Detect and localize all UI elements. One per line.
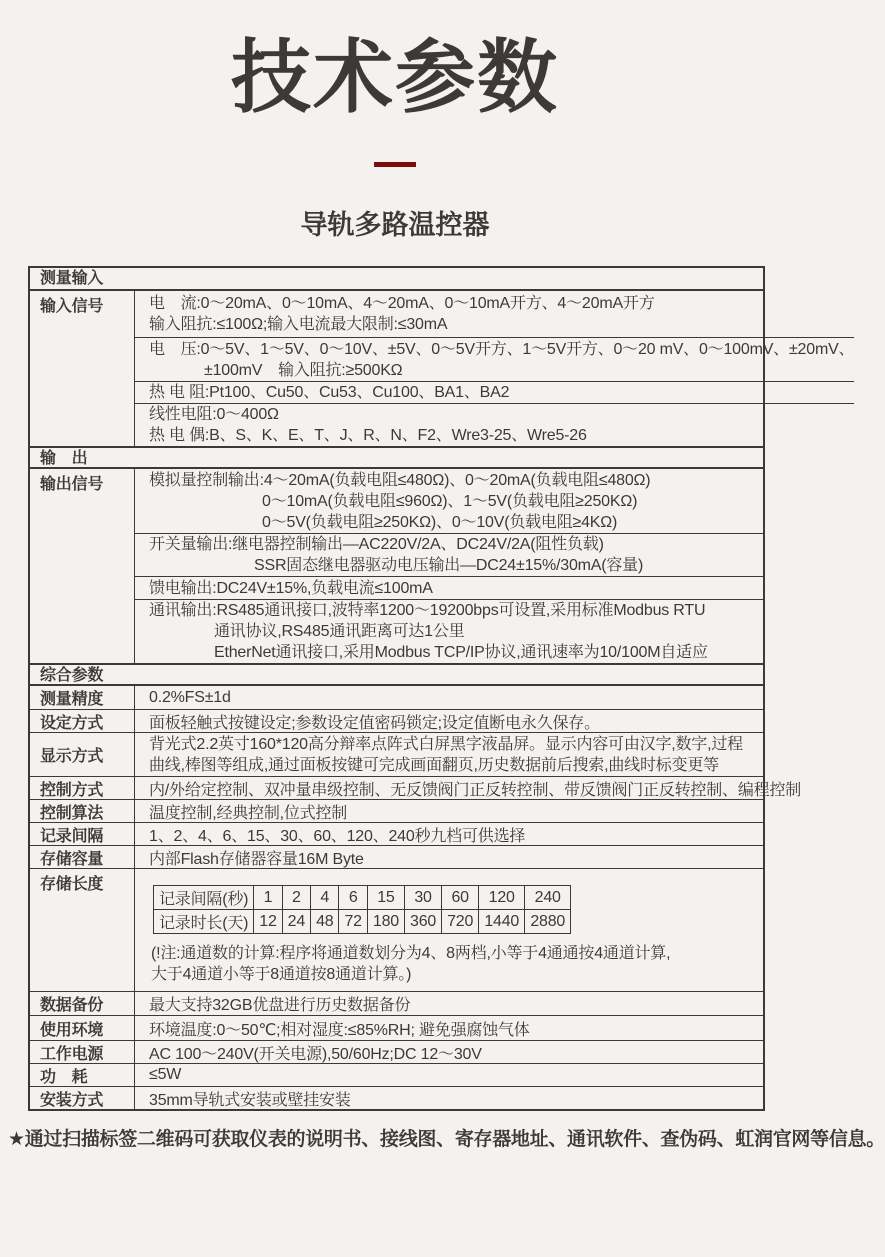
spec-line: 线性电阻:0～400Ω xyxy=(149,406,279,423)
row-accuracy xyxy=(30,684,763,709)
spec-line: 电 流:0～20mA、0～10mA、4～20mA、0～10mA开方、4～20mA开方 xyxy=(149,295,655,312)
row-control-mode xyxy=(30,776,802,799)
section-row-output: 输 出 xyxy=(30,446,763,467)
param-label: 功 耗 xyxy=(30,1064,135,1086)
table-cell: 12 xyxy=(254,910,282,934)
spec-line: SSR固态继电器驱动电压输出—DC24±15%/30mA(容量) xyxy=(254,557,644,574)
output-comm-cell xyxy=(135,599,763,663)
footnote: ★通过扫描标签二维码可获取仪表的说明书、接线图、寄存器地址、通讯软件、查伪码、虹润官网等信息。 xyxy=(8,1129,885,1150)
table-cell: 记录间隔(秒) xyxy=(154,886,254,910)
spec-line: 背光式2.2英寸160*120高分辩率点阵式白屏黑字液晶屏。显示内容可由汉字,数字,过程 xyxy=(149,735,743,753)
storage-length-body xyxy=(135,869,763,991)
input-signal-values xyxy=(135,291,854,446)
spec-line: 电 压:0～5V、1～5V、0～10V、±5V、0～5V开方、1～5V开方、0～20 mV、0～100mV、±20mV、 xyxy=(149,340,855,358)
record-length-table xyxy=(153,885,571,934)
row-backup xyxy=(30,991,763,1015)
output-feed-cell xyxy=(135,576,763,599)
input-linear-thermocouple-cell xyxy=(135,403,854,446)
spec-line: 热 电 阻:Pt100、Cu50、Cu53、Cu100、BA1、BA2 xyxy=(149,384,510,401)
param-value xyxy=(135,733,763,776)
output-switch-cell xyxy=(135,533,763,576)
param-value: ≤5W xyxy=(149,1066,182,1083)
input-voltage-cell xyxy=(135,337,854,381)
table-cell: 1 xyxy=(254,886,282,910)
param-value: 0.2%FS±1d xyxy=(149,688,231,706)
row-installation xyxy=(30,1086,763,1109)
param-label: 工作电源 xyxy=(30,1041,135,1063)
param-label: 存储容量 xyxy=(30,846,135,868)
page-title: 技术参数 xyxy=(231,33,559,122)
spec-line: 大于4通道小等于8通道按8通道计算。) xyxy=(151,966,412,983)
row-control-algo xyxy=(30,799,763,822)
table-cell: 记录时长(天) xyxy=(154,910,254,934)
spec-line: EtherNet通讯接口,采用Modbus TCP/IP协议,通讯速率为10/100M自适应 xyxy=(214,644,708,661)
param-value: 环境温度:0～50℃;相对湿度:≤85%RH; 避免强腐蚀气体 xyxy=(149,1021,530,1039)
param-label-output-signal: 输出信号 xyxy=(30,469,135,663)
param-label: 显示方式 xyxy=(30,733,135,776)
row-consumption xyxy=(30,1063,763,1086)
storage-note xyxy=(151,943,763,985)
spec-line: 0～10mA(负载电阻≤960Ω)、1～5V(负载电阻≥250KΩ) xyxy=(262,492,638,510)
table-cell: 48 xyxy=(311,910,339,934)
param-value: 面板轻触式按键设定;参数设定值密码锁定;设定值断电永久保存。 xyxy=(149,714,600,732)
table-cell: 72 xyxy=(339,910,367,934)
product-name: 导轨多路温控器 xyxy=(300,210,490,240)
spec-line: 0～5V(负载电阻≥250KΩ)、0～10V(负载电阻≥4KΩ) xyxy=(262,513,618,531)
output-signal-values xyxy=(135,469,763,663)
row-record-interval xyxy=(30,822,763,845)
spec-line: 曲线,棒图等组成,通过面板按键可完成画面翻页,历史数据前后搜索,曲线时标变更等 xyxy=(149,756,719,774)
table-cell: 1440 xyxy=(479,910,525,934)
row-input-signal xyxy=(30,289,855,446)
table-cell: 2880 xyxy=(525,910,571,934)
table-cell: 15 xyxy=(367,886,404,910)
spec-line: 馈电输出:DC24V±15%,负载电流≤100mA xyxy=(149,579,433,597)
table-cell: 180 xyxy=(367,910,404,934)
table-cell: 60 xyxy=(442,886,479,910)
param-label: 控制方式 xyxy=(30,777,135,799)
spec-line: 热 电 偶:B、S、K、E、T、J、R、N、F2、Wre3-25、Wre5-26 xyxy=(149,427,587,444)
param-label: 使用环境 xyxy=(30,1016,135,1040)
param-value: 内/外给定控制、双冲量串级控制、无反馈阀门正反转控制、带反馈阀门正反转控制、编程控制 xyxy=(149,781,802,799)
section-row-general: 综合参数 xyxy=(30,663,763,684)
param-value: 1、2、4、6、15、30、60、120、240秒九档可供选择 xyxy=(149,827,526,845)
table-cell: 24 xyxy=(282,910,310,934)
table-row-duration xyxy=(154,910,571,934)
table-cell: 120 xyxy=(479,886,525,910)
param-label-input-signal: 输入信号 xyxy=(30,291,135,446)
table-row-interval xyxy=(154,886,571,910)
table-cell: 720 xyxy=(442,910,479,934)
table-cell: 2 xyxy=(282,886,310,910)
output-analog-cell xyxy=(135,469,763,533)
table-cell: 360 xyxy=(405,910,442,934)
row-power xyxy=(30,1040,763,1063)
spec-line: ±100mV 输入阻抗:≥500KΩ xyxy=(204,361,403,379)
spec-line: 模拟量控制输出:4～20mA(负载电阻≤480Ω)、0～20mA(负载电阻≤480Ω) xyxy=(149,471,651,489)
param-label: 记录间隔 xyxy=(30,823,135,845)
spec-line: 通讯输出:RS485通讯接口,波特率1200～19200bps可设置,采用标准Modbus RTU xyxy=(149,602,706,619)
spec-table xyxy=(28,266,855,1111)
param-value: 温度控制,经典控制,位式控制 xyxy=(149,804,348,822)
param-value: AC 100～240V(开关电源),50/60Hz;DC 12～30V xyxy=(149,1045,482,1063)
row-setting xyxy=(30,709,763,732)
param-label: 安装方式 xyxy=(30,1087,135,1109)
section-row-measure-input: 测量输入 xyxy=(40,270,104,287)
param-label: 数据备份 xyxy=(30,992,135,1015)
param-label: 设定方式 xyxy=(30,710,135,732)
spec-line: 输入阻抗:≤100Ω;输入电流最大限制:≤30mA xyxy=(149,316,448,333)
row-storage-capacity xyxy=(30,845,763,868)
spec-line: 通讯协议,RS485通讯距离可达1公里 xyxy=(214,623,465,640)
spec-line: 开关量输出:继电器控制输出—AC220V/2A、DC24V/2A(阻性负载) xyxy=(149,536,604,553)
param-label: 存储长度 xyxy=(30,869,135,991)
title-accent-divider xyxy=(374,162,416,167)
spec-line: (!注:通道数的计算:程序将通道数划分为4、8两档,小等于4通通按4通道计算, xyxy=(151,945,671,962)
param-value: 最大支持32GB优盘进行历史数据备份 xyxy=(149,997,411,1014)
row-output-signal xyxy=(30,467,763,663)
table-cell: 4 xyxy=(311,886,339,910)
row-storage-length xyxy=(30,868,763,991)
table-cell: 6 xyxy=(339,886,367,910)
param-label: 控制算法 xyxy=(30,800,135,822)
row-environment xyxy=(30,1015,763,1040)
spec-sheet-page xyxy=(0,33,885,1151)
input-rtd-cell xyxy=(135,381,854,403)
table-cell: 30 xyxy=(405,886,442,910)
param-value: 35mm导轨式安装或壁挂安装 xyxy=(149,1091,351,1109)
param-value: 内部Flash存储器容量16M Byte xyxy=(149,850,364,868)
row-display xyxy=(30,732,763,776)
param-label: 测量精度 xyxy=(30,686,135,709)
input-current-cell xyxy=(135,291,854,337)
table-cell: 240 xyxy=(525,886,571,910)
